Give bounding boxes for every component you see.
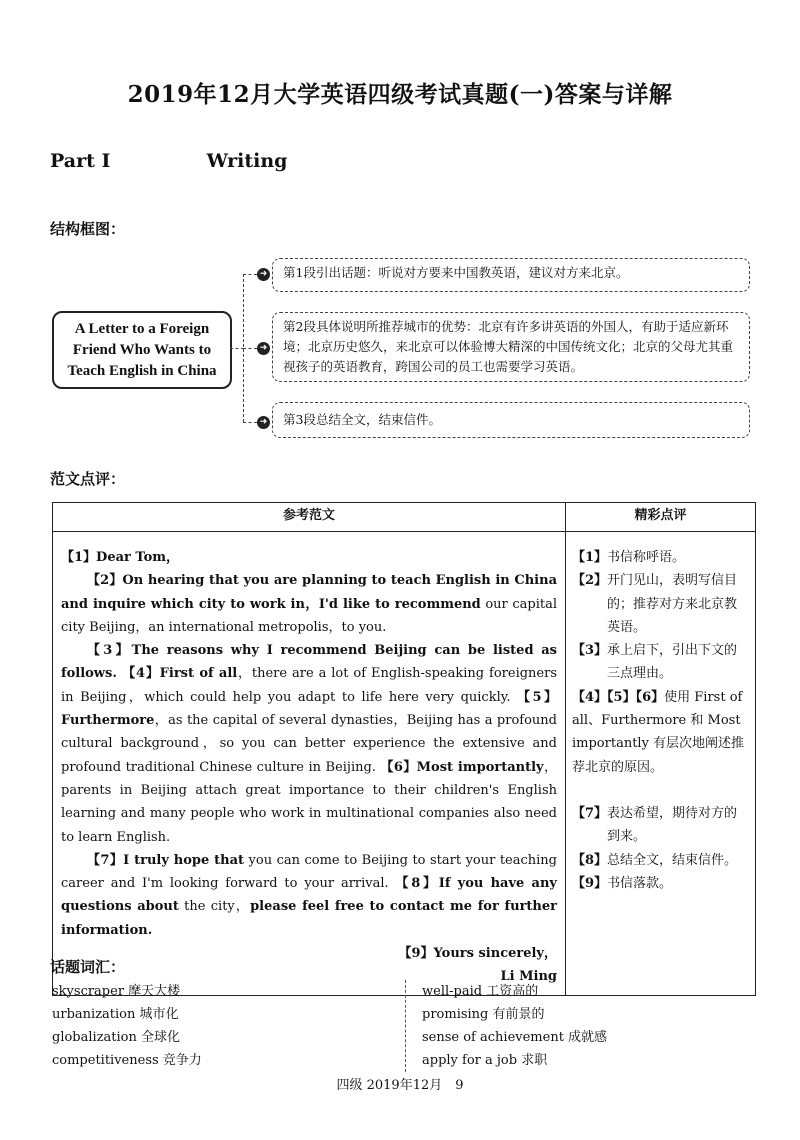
note-tag: 【7】 [572,805,608,821]
essay-highlight: 【4】First of all [116,666,238,682]
essay-closing: 【9】Yours sincerely， [398,946,557,962]
note-item [572,639,749,686]
essay-highlight: 【3】The reasons why I recommend Beijing can be listed as follows. [61,643,557,682]
vocab-item: sense of achievement 成就感 [422,1030,608,1045]
page-title: 2019年12月大学英语四级考试真题(一)答案与详解 [127,81,673,108]
vocab-heading: 话题词汇： [50,958,126,976]
essay-highlight: 【2】On hearing that you are planning to teach English in China and inquire which city to work in，I'd like to recommend [61,573,557,612]
note-item [572,849,749,872]
structure-para2-text: 第2段具体说明所推荐城市的优势：北京有许多讲英语的外国人，有助于适应新环境；北京历史悠久，来北京可以体验博大精深的中国传统文化；北京的父母尤其重视孩子的英语教育，跨国公司的员工也需要学习英语。 [283,319,734,374]
vocab-item: competitiveness 竞争力 [52,1053,202,1068]
essay-highlight: 【8】If you have any questions about [61,876,557,915]
note-item [572,872,749,895]
column-header-notes: 精彩点评 [566,503,756,532]
vocab-list-right [422,980,607,1072]
note-text: 书信称呼语。 [607,550,686,565]
vocab-item: globalization 全球化 [52,1030,181,1045]
connector-line [230,348,244,349]
note-item [572,686,749,779]
review-heading: 范文点评： [50,470,126,488]
notes-cell [566,532,756,996]
note-tag: 【9】 [572,875,608,891]
structure-main-box [52,311,232,389]
essay-text: ，there are a lot of English-speaking foreigners in Beijing，which could help you adapt to life here very quickly. [61,666,558,705]
structure-para3-text: 第3段总结全文，结束信件。 [283,412,441,427]
note-item [572,546,749,569]
note-tag: 【1】 [572,550,608,565]
structure-heading: 结构框图： [50,220,126,238]
essay-text: the city， [178,899,251,915]
note-tag: 【8】 [572,852,608,868]
essay-paragraph-1 [61,569,557,639]
essay-paragraph-2 [61,639,557,849]
column-header-essay: 参考范文 [53,503,566,532]
structure-para1 [272,258,750,292]
essay-text: ，as the capital of several dynasties，Beijing has a profound cultural background，so you can better experience the extensive and profound traditional Chinese culture in Beijing. [61,713,557,775]
vocab-item: urbanization 城市化 [52,1007,179,1022]
essay-highlight: 【7】I truly hope that [87,852,245,868]
vocab-item: apply for a job 求职 [422,1053,548,1068]
structure-para2 [272,312,750,382]
arrow-bullet-icon: ➜ [257,268,270,281]
connector-line [243,422,257,423]
vocab-list-left [52,980,202,1072]
connector-line [243,348,257,349]
part-name: Writing [206,150,288,172]
essay-text: ，parents in Beijing attach great importance to their children's English learning and many people who work in multinational companies also need to learn English. [61,759,557,845]
essay-signature: Li Ming [500,969,557,985]
note-text: 书信落款。 [607,875,673,891]
note-text: 开门见山，表明写信目的；推荐对方来北京教英语。 [607,573,738,635]
salutation-text: 【1】Dear Tom， [61,550,179,565]
note-item [572,802,749,849]
essay-cell [53,532,566,996]
note-tag: 【4】【5】【6】 [572,689,665,705]
structure-para1-text: 第1段引出话题：听说对方要来中国教英语，建议对方来北京。 [283,265,629,280]
note-text: 承上启下，引出下文的三点理由。 [607,643,738,682]
vocab-item: promising 有前景的 [422,1007,545,1022]
essay-text: our capital city Beijing，an international metropolis，to you. [61,596,557,635]
essay-highlight: please feel free to contact me for further information. [61,899,557,938]
note-item [572,569,749,639]
note-text: 使用 First of all、Furthermore 和 Most importantly 有层次地阐述推荐北京的原因。 [572,689,745,775]
note-tag: 【2】 [572,573,608,589]
structure-para3 [272,402,750,438]
essay-highlight: 【5】Furthermore [61,689,557,729]
arrow-bullet-icon: ➜ [257,342,270,355]
vocab-item: well-paid 工资高的 [422,984,539,999]
page-footer: 四级 2019年12月 9 [336,1078,464,1093]
note-tag: 【3】 [572,643,608,659]
connector-line [243,274,257,275]
note-text: 总结全文，结束信件。 [607,852,738,868]
vocab-divider [405,980,406,1072]
note-text: 表达希望，期待对方的到来。 [607,805,738,845]
part-number: Part Ⅰ [50,150,111,172]
vocab-item: skyscraper 摩天大楼 [52,984,181,999]
essay-text: you can come to Beijing to start your teaching career and I'm looking forward to your arrival. [61,852,558,892]
part-heading [50,150,287,172]
essay-salutation [61,546,557,569]
essay-paragraph-3 [61,849,557,942]
review-table [52,502,756,996]
essay-highlight: 【6】Most importantly [380,759,544,775]
structure-main-label: A Letter to a Foreign Friend Who Wants to Teach English in China [67,320,217,379]
arrow-bullet-icon: ➜ [257,416,270,429]
